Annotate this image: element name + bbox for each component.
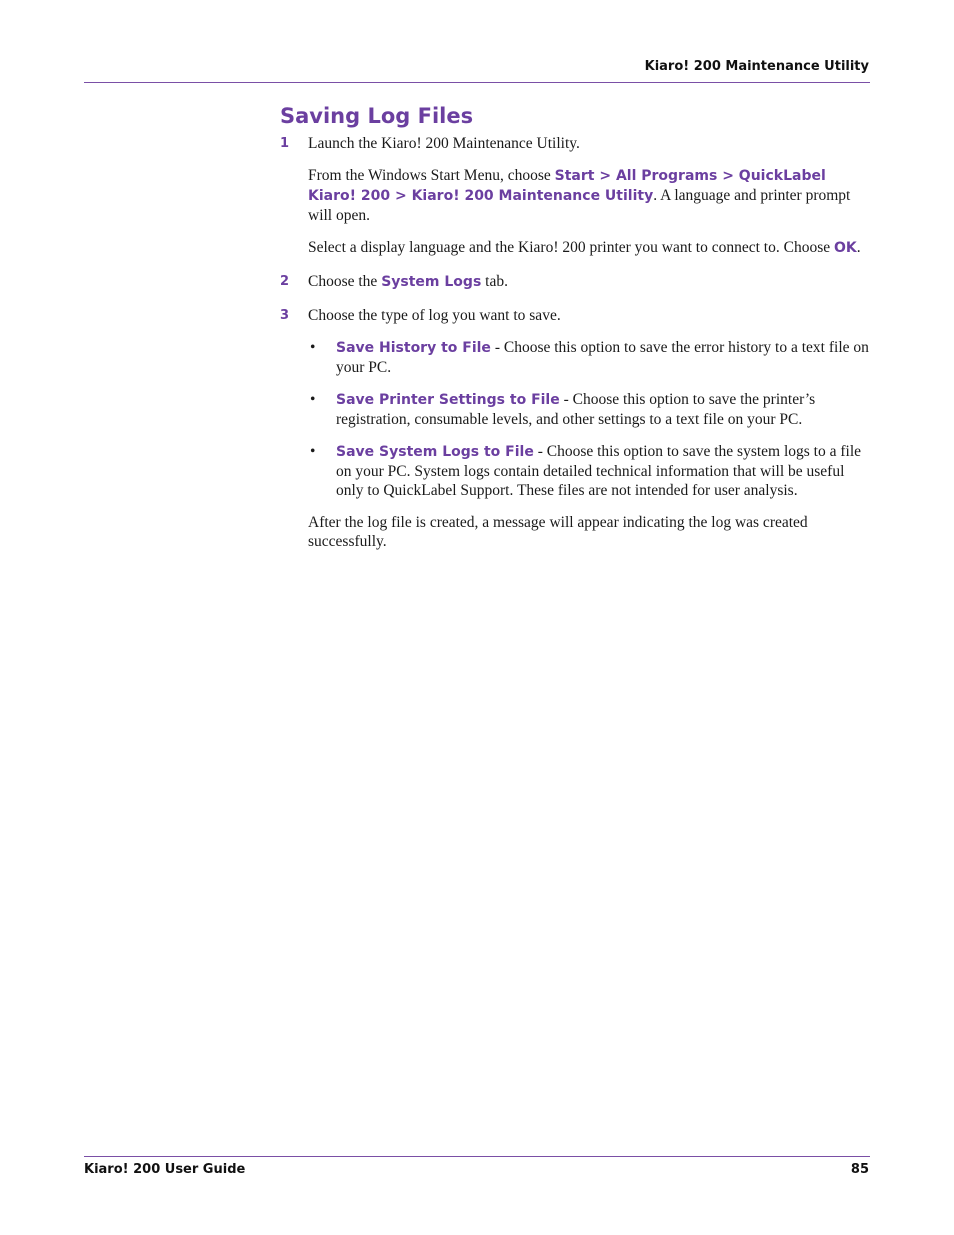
language-instructions [280,238,872,258]
bullet-icon: • [310,443,316,460]
option-description: - Choose this option to save the printer’s registration, consumable levels, and other settings to a text file on your PC. [336,391,816,428]
step-2 [280,272,872,292]
footer-rule [84,1156,870,1157]
menu-path: Start > All Programs > QuickLabel Kiaro! 200 > Kiaro! 200 Maintenance Utility [308,168,826,204]
step-3 [280,306,872,325]
option-name: Save System Logs to File [336,444,534,460]
step-number: 1 [280,136,290,151]
section-title: Saving Log Files [280,104,474,128]
list-item [308,338,872,377]
bullet-icon: • [310,339,316,356]
running-header: Kiaro! 200 Maintenance Utility [644,59,869,74]
text-run: . [856,239,861,256]
bullet-icon: • [310,391,316,408]
option-description: - Choose this option to save the system logs to a file on your PC. System logs contain detailed technical information that will be useful only to QuickLabel Support. These files are not intended for user analysis. [336,443,862,499]
page-content [280,104,872,551]
step-text [308,272,872,292]
step-number: 3 [280,308,290,323]
start-menu-instructions [280,166,872,225]
step-text: Launch the Kiaro! 200 Maintenance Utility. [308,135,580,152]
list-item [308,390,872,429]
text-run: . A language and printer prompt will open. [308,187,851,224]
ok-button-ref: OK [834,240,857,256]
system-logs-tab-ref: System Logs [381,274,482,290]
step-1 [280,134,872,153]
step-text: Choose the type of log you want to save. [308,307,561,324]
closing-paragraph: After the log file is created, a message will appear indicating the log was created successfully. [308,514,808,550]
text-run: Choose the [308,273,382,290]
header-rule [84,82,870,83]
option-description: - Choose this option to save the error history to a text file on your PC. [336,339,869,376]
text-run: From the Windows Start Menu, choose [308,167,555,184]
list-item [308,442,872,500]
option-name: Save History to File [336,340,491,356]
log-type-list [280,338,872,500]
text-run: Select a display language and the Kiaro! 200 printer you want to connect to. Choose [308,239,834,256]
footer-title: Kiaro! 200 User Guide [84,1162,246,1177]
option-name: Save Printer Settings to File [336,392,560,408]
text-run: tab. [481,273,508,290]
step-number: 2 [280,274,290,289]
page-number: 85 [850,1162,869,1177]
